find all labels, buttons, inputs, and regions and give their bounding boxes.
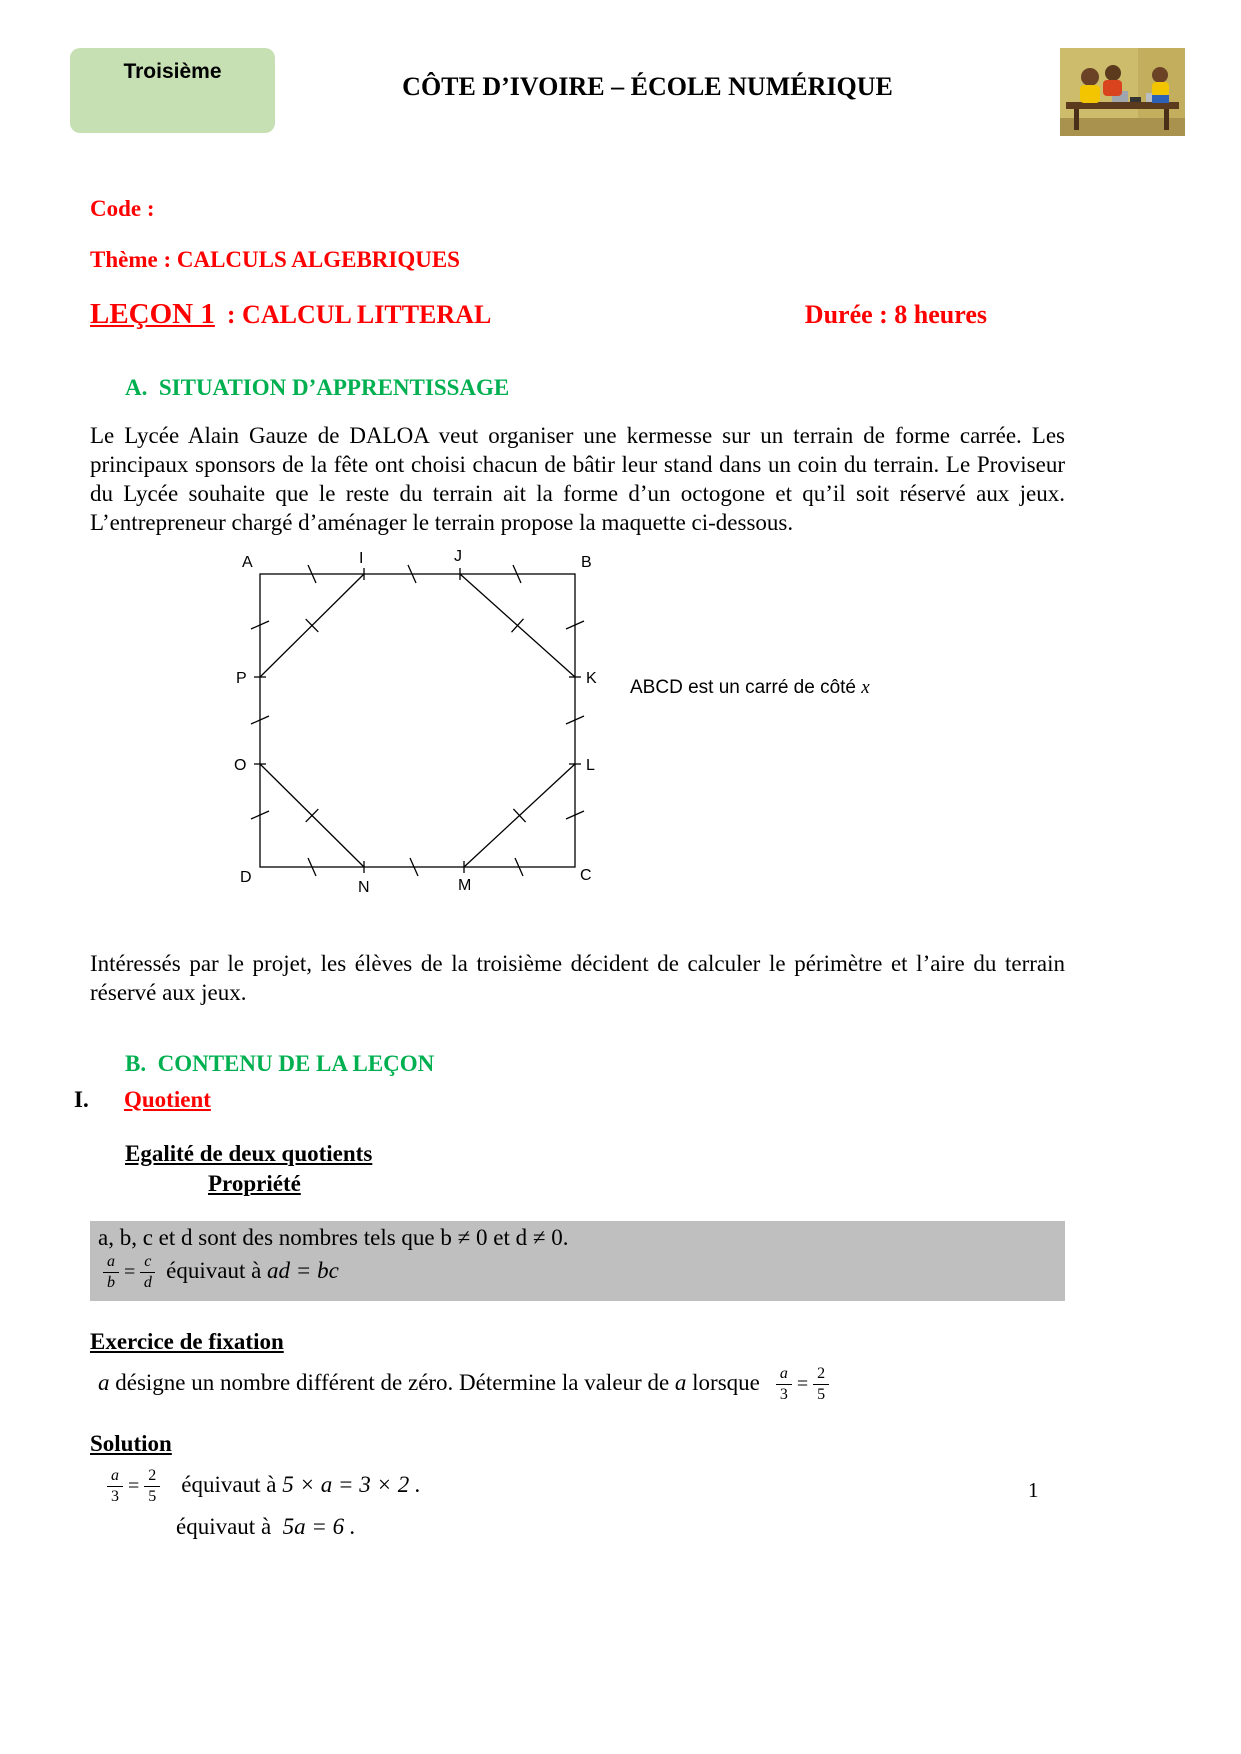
equals-sign: = [128, 1474, 140, 1497]
fraction-2-over-5: $\frac{2}{5}$ [144, 1467, 160, 1507]
lesson-meta [90, 196, 1065, 331]
solution-expression-1: 5 × a = 3 × 2 . [282, 1471, 421, 1497]
exercise-heading: Exercice de fixation [90, 1328, 284, 1354]
property-equiv-text: équivaut à [166, 1258, 262, 1284]
figure-caption-variable: x [861, 677, 870, 698]
solution-equiv-text-2: équivaut à [176, 1514, 272, 1540]
solution-step-1 [102, 1467, 1065, 1507]
page-header [0, 0, 1241, 136]
section-a-heading: A. SITUATION D’APPRENTISSAGE [125, 375, 510, 400]
quotient-heading: Quotient [124, 1087, 211, 1112]
theme-line: Thème : CALCULS ALGEBRIQUES [90, 247, 460, 272]
point-label-m: M [458, 877, 472, 894]
point-label-a: A [242, 554, 253, 571]
property-statement [98, 1253, 1055, 1293]
point-label-p: P [236, 670, 247, 687]
figure-caption-text: ABCD est un carré de côté [630, 677, 862, 698]
exercise-text-1: désigne un nombre différent de zéro. Détermine la valeur de [115, 1369, 670, 1395]
property-conclusion: ad = bc [267, 1258, 339, 1284]
lesson-title-line [90, 298, 1065, 331]
level-badge-label: Troisième [123, 60, 222, 83]
point-label-d: D [240, 869, 252, 886]
school-computers-clipart-image [1060, 48, 1185, 136]
level-badge [70, 48, 275, 133]
solution-step-2 [176, 1514, 1065, 1540]
solution-expression-2: 5a = 6 . [282, 1514, 356, 1540]
point-label-b: B [581, 554, 592, 571]
equals-sign: = [124, 1261, 136, 1284]
figure-caption [630, 677, 870, 699]
exercise-variable-1: a [98, 1369, 110, 1395]
point-label-j: J [454, 549, 462, 565]
situation-paragraph: Le Lycée Alain Gauze de DALOA veut organiser une kermesse sur un terrain de forme carrée. Les principaux sponsors de la fête ont choisi chacun de bâtir leur stand dans un coin du terrain. Le Proviseur du Lycée souhaite que le reste du terrain ait la forme d’un octogone et qu’il soit réservé aux jeux. L’entrepreneur chargé d’aménager le terrain propose la maquette ci-dessous. [90, 423, 1065, 535]
terrain-square-octagon-figure [90, 549, 1065, 901]
point-label-i: I [359, 550, 364, 567]
point-label-n: N [358, 879, 370, 896]
conclusion-paragraph: Intéressés par le projet, les élèves de la troisième décident de calculer le périmètre et l’aire du terrain réservé aux jeux. [90, 951, 1065, 1005]
fraction-a-over-3: $\frac{a}{3}$ [776, 1365, 792, 1405]
property-condition: a, b, c et d sont des nombres tels que b ≠ 0 et d ≠ 0. [98, 1225, 569, 1250]
exercise-variable-2: a [674, 1369, 687, 1395]
point-label-o: O [234, 757, 247, 774]
fraction-2-over-5: $\frac{2}{5}$ [813, 1365, 829, 1405]
square-abcd [260, 574, 575, 867]
point-label-c: C [580, 867, 592, 884]
clipart-illustration [1060, 48, 1185, 136]
lesson-title-left [90, 298, 491, 331]
roman-quotient-line [74, 1087, 1065, 1113]
subheading-propriete: Propriété [208, 1171, 301, 1196]
section-situation-apprentissage [90, 375, 1065, 1007]
section-contenu-lecon [74, 1051, 1065, 1540]
solution-heading: Solution [90, 1430, 172, 1456]
fraction-a-over-3: $\frac{a}{3}$ [107, 1467, 123, 1507]
lesson-number: LEÇON 1 [90, 298, 215, 330]
subheading-egalite-quotients: Egalité de deux quotients [125, 1141, 373, 1166]
section-b-heading: B. CONTENU DE LA LEÇON [125, 1051, 435, 1076]
solution-equiv-text-1: équivaut à [181, 1471, 277, 1497]
geometry-diagram [230, 549, 630, 901]
code-label: Code : [90, 196, 155, 221]
point-label-k: K [586, 670, 597, 687]
property-highlight-block [90, 1221, 1065, 1301]
fraction-c-over-d: $\frac{c}{d}$ [140, 1253, 155, 1293]
lesson-duration: Durée : 8 heures [804, 300, 987, 329]
fraction-a-over-b: $\frac{a}{b}$ [103, 1253, 119, 1293]
equals-sign: = [796, 1372, 809, 1395]
document-title: CÔTE D’IVOIRE – ÉCOLE NUMÉRIQUE [402, 72, 893, 101]
page-number: 1 [1028, 1478, 1039, 1502]
exercise-statement [98, 1365, 1065, 1405]
exercise-text-2: lorsque [692, 1369, 760, 1395]
point-label-l: L [586, 757, 595, 774]
lesson-title: : CALCUL LITTERAL [226, 300, 492, 329]
document-body [0, 196, 1241, 1540]
roman-numeral: I. [74, 1087, 89, 1112]
